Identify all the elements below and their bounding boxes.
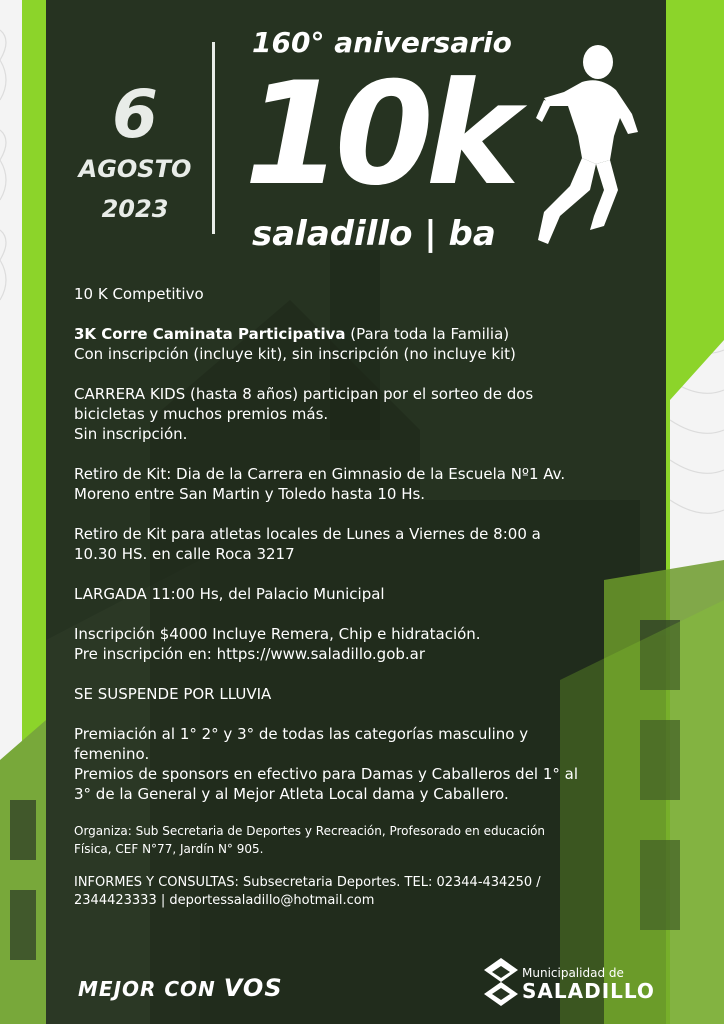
municipality-label: Municipalidad de (522, 966, 624, 980)
registration-fee: Inscripción $4000 Incluye Remera, Chip e hidratación. (74, 625, 481, 643)
rain-notice: SE SUSPENDE POR LLUVIA (74, 685, 272, 703)
kids-race-line: CARRERA KIDS (hasta 8 años) participan por el sorteo de dos (74, 385, 534, 403)
kids-race-line: Sin inscripción. (74, 425, 188, 443)
kids-race-line: bicicletas y muchos premios más. (74, 405, 329, 423)
walk-title: 3K Corre Caminata Participativa (74, 325, 346, 343)
awards-line: Premiación al 1° 2° y 3° de todas las categorías masculino y (74, 725, 529, 743)
anniversary-subtitle: 160° aniversario (252, 26, 512, 59)
sponsor-awards-line: Premios de sponsors en efectivo para Damas y Caballeros del 1° al (74, 765, 579, 783)
slogan-vos: VOS (223, 974, 283, 1002)
runner-silhouette-icon (520, 40, 640, 250)
header-divider (212, 42, 215, 234)
event-year: 2023 (101, 195, 169, 223)
walk-race (74, 324, 654, 344)
local-kit-pickup-line: 10.30 HS. en calle Roca 3217 (74, 545, 295, 563)
race-city: saladillo | ba (252, 214, 496, 254)
municipality-logo (484, 958, 684, 1006)
contact-line: 2344423333 | deportessaladillo@hotmail.com (74, 893, 375, 908)
kit-pickup-line: Retiro de Kit: Dia de la Carrera en Gimnasio de la Escuela Nº1 Av. (74, 465, 566, 483)
local-kit-pickup-line: Retiro de Kit para atletas locales de Lunes a Viernes de 8:00 a (74, 525, 541, 543)
municipal-logo-icon (484, 958, 518, 1006)
walk-registration: Con inscripción (incluye kit), sin inscripción (no incluye kit) (74, 345, 516, 363)
slogan-part: MEJOR CON (78, 977, 224, 1001)
slogan-logo (78, 974, 283, 1002)
event-date (60, 76, 210, 224)
start-time: LARGADA 11:00 Hs, del Palacio Municipal (74, 585, 385, 603)
event-info (74, 284, 654, 910)
kit-pickup-line: Moreno entre San Martin y Toledo hasta 10 Hs. (74, 485, 426, 503)
competitive-race: 10 K Competitivo (74, 285, 204, 303)
pre-registration-link[interactable]: Pre inscripción en: https://www.saladillo.gob.ar (74, 645, 426, 663)
walk-note: (Para toda la Familia) (345, 325, 510, 343)
awards-line: femenino. (74, 745, 150, 763)
event-day: 6 (112, 76, 158, 153)
event-month: AGOSTO (78, 155, 192, 183)
contact-line: INFORMES Y CONSULTAS: Subsecretaria Deportes. TEL: 02344-434250 / (74, 875, 541, 890)
organizers-line: Organiza: Sub Secretaria de Deportes y Recreación, Profesorado en educación (74, 824, 546, 838)
municipality-name: SALADILLO (522, 979, 655, 1003)
sponsor-awards-line: 3° de la General y al Mejor Atleta Local dama y Caballero. (74, 785, 509, 803)
organizers-line: Física, CEF N°77, Jardín N° 905. (74, 842, 264, 856)
race-title: 10k (244, 52, 513, 217)
